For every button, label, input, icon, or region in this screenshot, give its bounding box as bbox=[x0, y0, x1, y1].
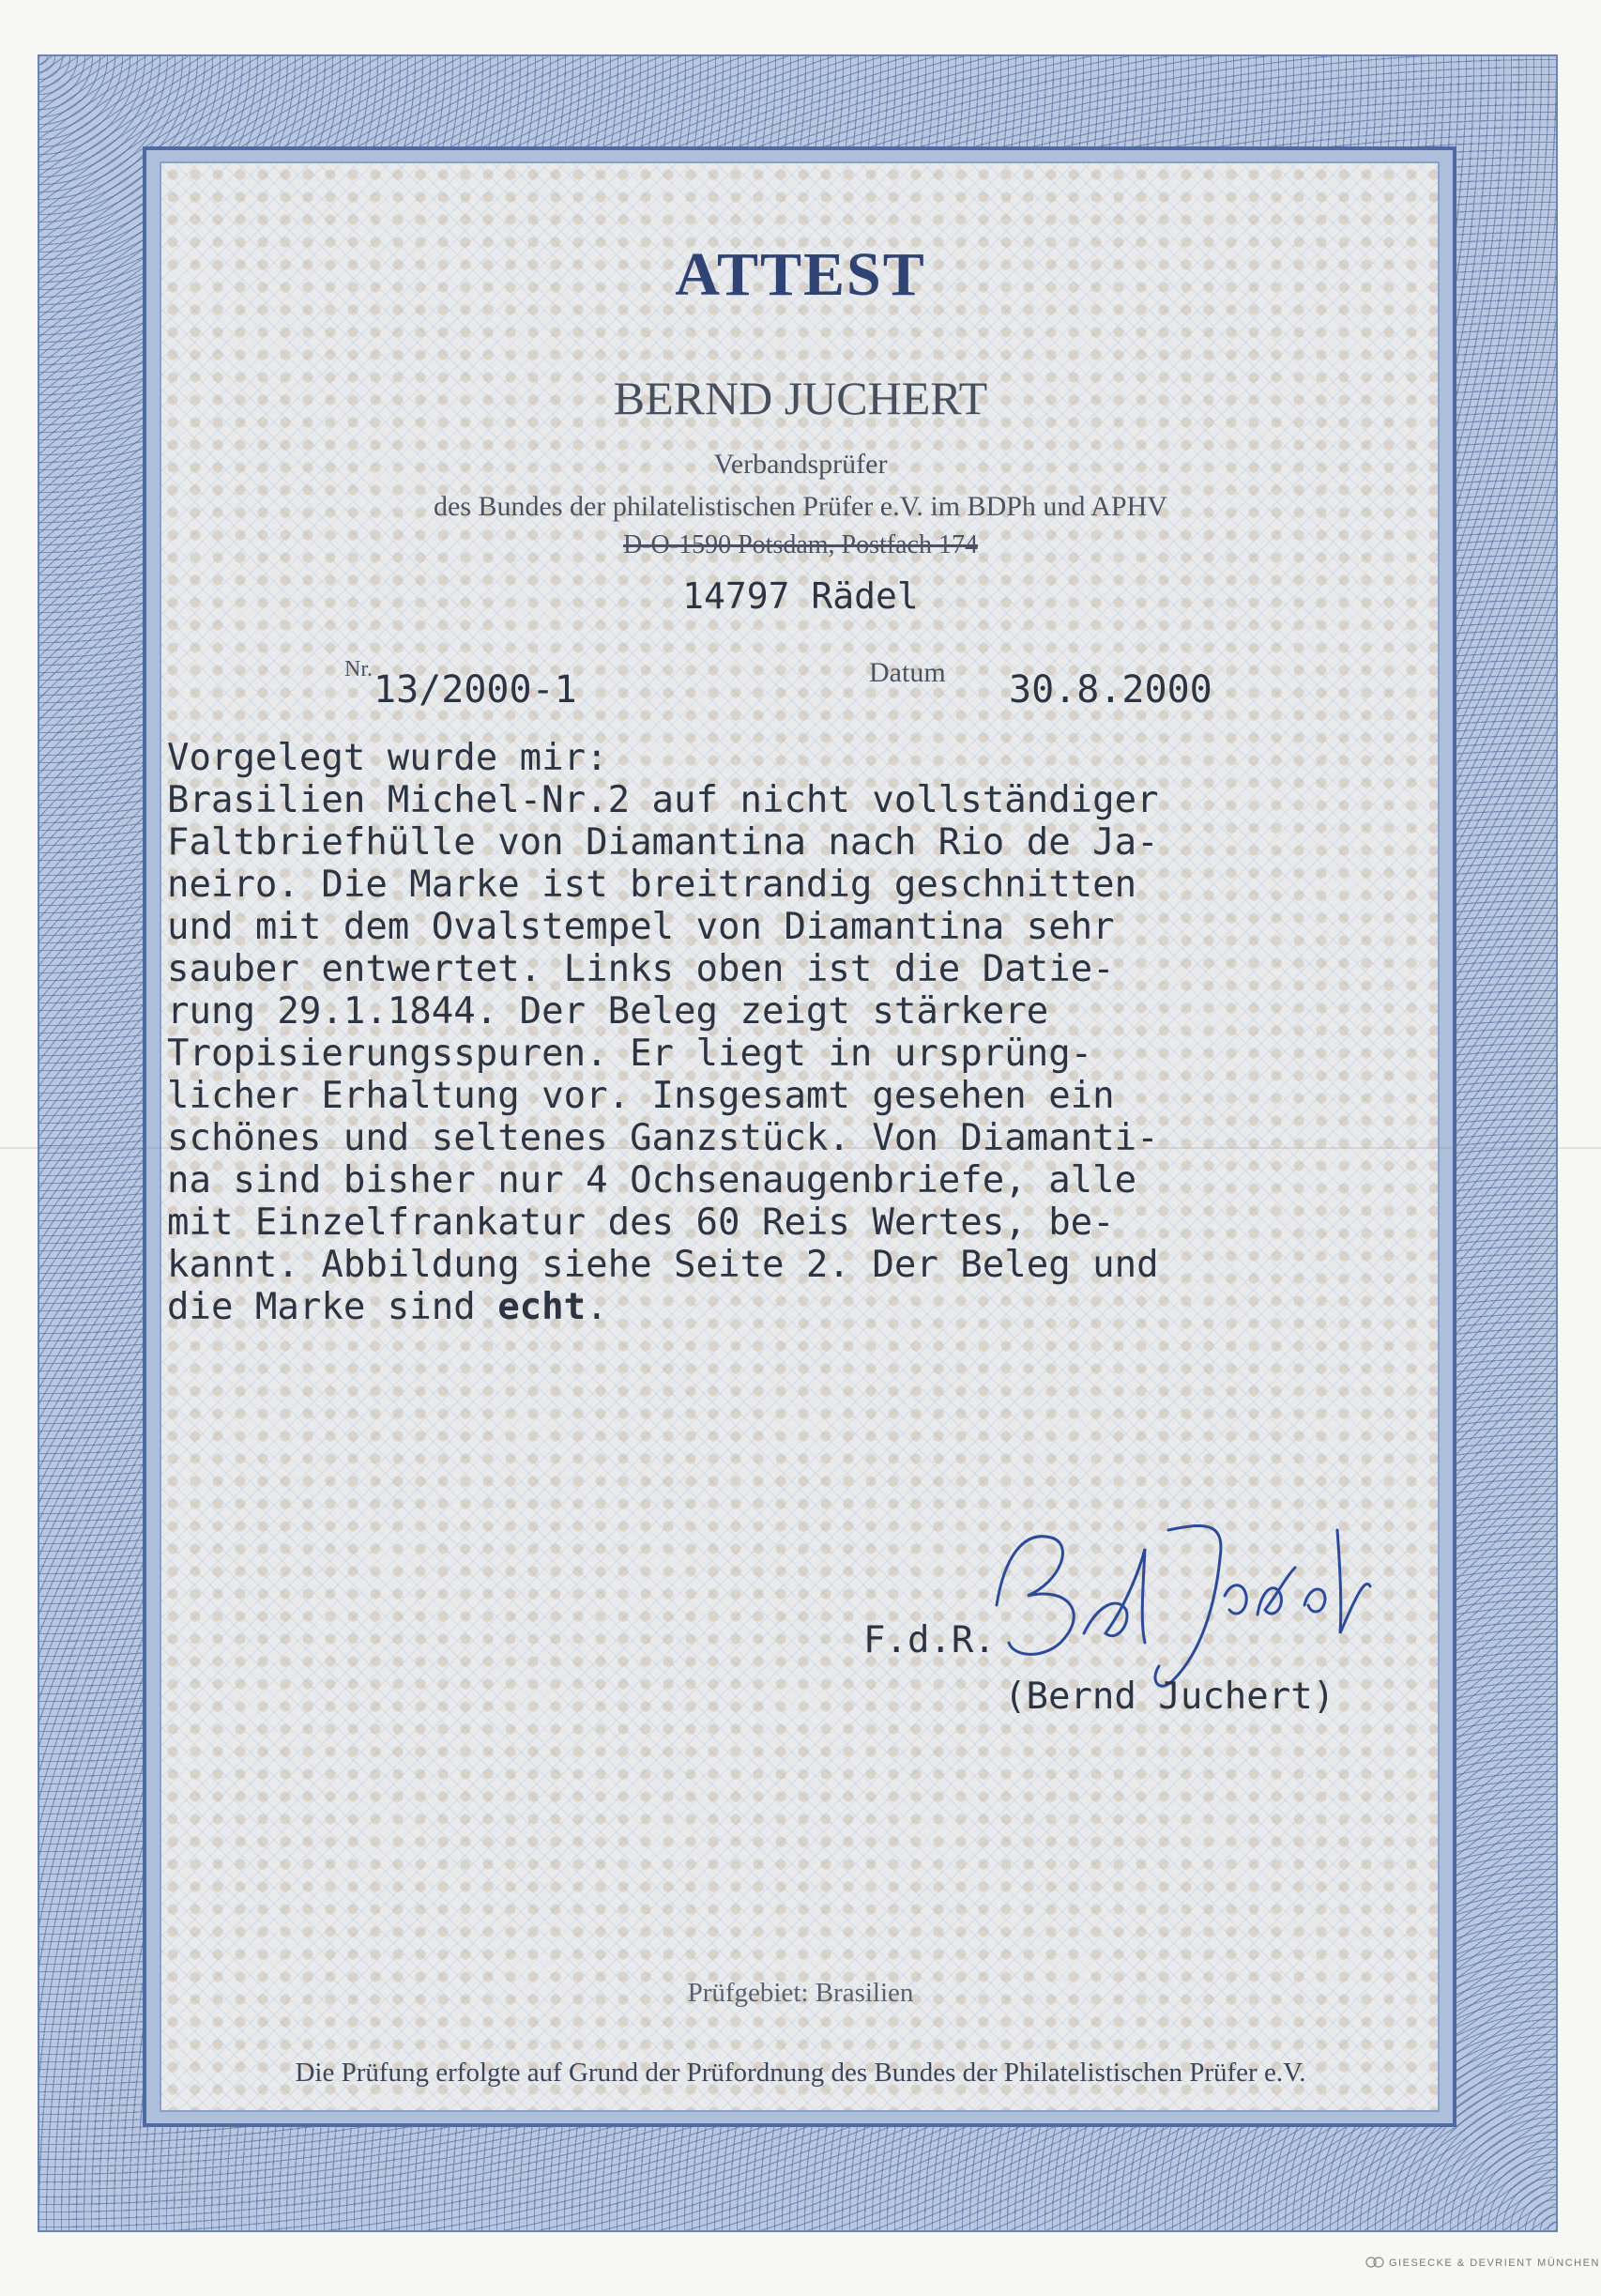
signatory-name: (Bernd Juchert) bbox=[1004, 1676, 1335, 1718]
body-line: und mit dem Ovalstempel von Diamantina sehr bbox=[167, 906, 1115, 948]
body-line: Faltbriefhülle von Diamantina nach Rio de Ja- bbox=[167, 821, 1159, 864]
body-line: Brasilien Michel-Nr.2 auf nicht vollständiger bbox=[167, 779, 1159, 821]
examination-rules-note: Die Prüfung erfolgte auf Grund der Prüfordnung des Bundes der Philatelistischen Prüfer e.V. bbox=[295, 2058, 1306, 2088]
body-line-final bbox=[167, 1286, 608, 1328]
body-line: schönes und seltenes Ganzstück. Von Diamanti- bbox=[167, 1117, 1159, 1159]
document-title: ATTEST bbox=[675, 240, 926, 309]
body-line: neiro. Die Marke ist breitrandig geschnitten bbox=[167, 864, 1137, 906]
examiner-role: Verbandsprüfer bbox=[713, 449, 888, 480]
association-line: des Bundes der philatelistischen Prüfer e.V. im BDPh und APHV bbox=[434, 491, 1167, 522]
final-line-suffix: . bbox=[586, 1286, 608, 1328]
certificate-number: 13/2000-1 bbox=[374, 668, 577, 712]
body-line: na sind bisher nur 4 Ochsenaugenbriefe, alle bbox=[167, 1159, 1137, 1202]
printer-logo-icon bbox=[1365, 2256, 1384, 2269]
body-line: Vorgelegt wurde mir: bbox=[167, 737, 608, 779]
number-label: Nr. bbox=[344, 657, 373, 681]
examiner-name: BERND JUCHERT bbox=[613, 372, 988, 424]
body-line: licher Erhaltung vor. Insgesamt gesehen ein bbox=[167, 1075, 1115, 1117]
fdr-mark: F.d.R. bbox=[863, 1619, 996, 1661]
body-line: sauber entwertet. Links oben ist die Datie- bbox=[167, 948, 1115, 990]
date-label: Datum bbox=[869, 657, 946, 688]
final-line-prefix: die Marke sind bbox=[167, 1286, 498, 1328]
body-line: rung 29.1.1844. Der Beleg zeigt stärkere bbox=[167, 990, 1049, 1033]
certificate-date: 30.8.2000 bbox=[1009, 668, 1212, 712]
old-address-struck: D-O-1590 Potsdam, Postfach 174 bbox=[623, 530, 978, 559]
new-address: 14797 Rädel bbox=[682, 575, 919, 617]
examination-area: Prüfgebiet: Brasilien bbox=[687, 1978, 914, 2008]
printer-imprint: GIESECKE & DEVRIENT MÜNCHEN bbox=[1389, 2258, 1600, 2269]
body-line: mit Einzelfrankatur des 60 Reis Wertes, be- bbox=[167, 1202, 1115, 1244]
verdict-genuine: echt bbox=[497, 1286, 587, 1328]
body-line: Tropisierungsspuren. Er liegt in ursprüng- bbox=[167, 1033, 1093, 1075]
body-line: kannt. Abbildung siehe Seite 2. Der Beleg und bbox=[167, 1244, 1159, 1286]
